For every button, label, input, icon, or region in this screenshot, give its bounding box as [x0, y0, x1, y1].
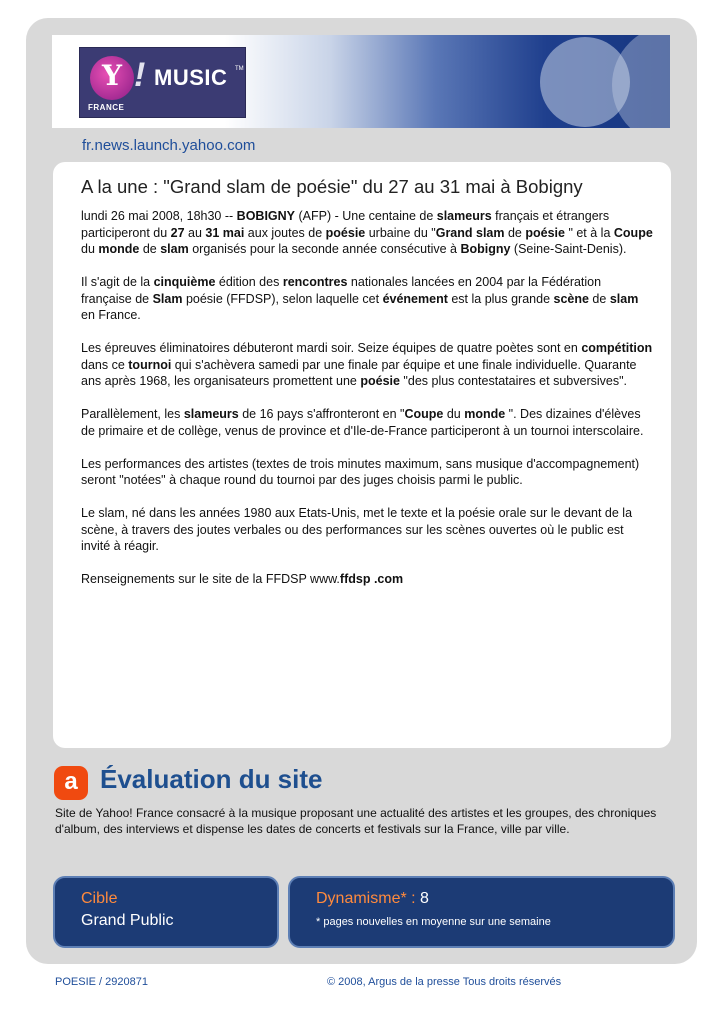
text-run: lundi 26 mai 2008, 18h30 -- [81, 209, 237, 223]
article-body [81, 208, 653, 604]
highlighted-keyword: ffdsp [339, 572, 371, 586]
text-run: du [443, 407, 465, 421]
logo-exclamation: ! [134, 56, 146, 94]
highlighted-keyword: poésie [360, 374, 400, 388]
article-paragraph [81, 505, 653, 555]
argus-logo-icon [54, 766, 88, 800]
highlighted-keyword: Bobigny [460, 242, 511, 256]
footer-copyright: © 2008, Argus de la presse Tous droits réservés [327, 976, 562, 988]
logo-y: Y [102, 59, 122, 92]
article-paragraph [81, 340, 653, 390]
text-run: qui s'achèvera samedi par une finale par équipe et une finale individuelle. Quarante ans après 1968, les organisateurs promettent une [81, 357, 637, 388]
highlighted-keyword: compétition [581, 341, 653, 355]
article-paragraph [81, 571, 653, 588]
text-run: de [139, 242, 161, 256]
article-title: A la une : "Grand slam de poésie" du 27 au 31 mai à Bobigny [81, 176, 583, 197]
text-run: au [184, 225, 206, 240]
article-paragraph [81, 406, 653, 439]
highlighted-keyword: monde [464, 407, 506, 421]
highlighted-keyword: 31 mai [205, 225, 245, 240]
article-paragraph [81, 208, 653, 258]
text-run: (Seine-Saint-Denis). [510, 242, 627, 256]
highlighted-keyword: slameurs [436, 209, 492, 223]
highlighted-keyword: .com [373, 572, 404, 586]
text-run: "des plus contestataires et subversives". [399, 374, 627, 388]
logo-country: FRANCE [88, 103, 125, 112]
highlighted-keyword: BOBIGNY [236, 209, 296, 223]
text-run: édition des [215, 275, 283, 289]
yahoo-music-france-logo [79, 47, 246, 118]
dynamisme-box [288, 876, 675, 948]
text-run: du [81, 242, 99, 256]
dynamisme-label: Dynamisme* : [316, 890, 416, 907]
article-paragraph [81, 274, 653, 324]
evaluation-description: Site de Yahoo! France consacré à la musique proposant une actualité des artistes et les groupes, des chroniques d'album, des interviews et dispense les dates de concerts et festivals sur la France, ville par ville. [55, 806, 657, 836]
highlighted-keyword: Grand slam [435, 225, 505, 240]
text-run: nationales lancées en 2004 par la Fédération française de [81, 275, 602, 306]
highlighted-keyword: événement [382, 291, 448, 306]
text-run: urbaine du " [365, 225, 436, 240]
highlighted-keyword: Coupe [613, 225, 653, 240]
text-run: de [504, 225, 526, 240]
highlighted-keyword: cinquième [153, 275, 216, 289]
highlighted-keyword: slam [609, 291, 639, 306]
text-run: (AFP) - Une centaine de [295, 209, 437, 223]
highlighted-keyword: Coupe [404, 407, 444, 421]
text-run: de 16 pays s'affronteront en " [238, 407, 405, 421]
highlighted-keyword: monde [98, 242, 140, 256]
text-run: français et étrangers participeront du [81, 209, 610, 240]
highlighted-keyword: Slam [152, 291, 183, 306]
text-run: Les performances des artistes (textes de trois minutes maximum, sans musique d'accompagnement) seront "notées" à chaque round du tournoi par des juges choisis parmi le public. [81, 456, 640, 487]
highlighted-keyword: slameurs [183, 407, 239, 421]
text-run: Parallèlement, les [81, 407, 184, 421]
cible-value: Grand Public [81, 912, 174, 929]
evaluation-title: Évaluation du site [100, 764, 323, 794]
text-run: en France. [81, 308, 141, 322]
source-url: fr.news.launch.yahoo.com [82, 137, 256, 154]
highlighted-keyword: rencontres [282, 275, 348, 289]
banner-decoration [540, 37, 630, 127]
footer-reference: POESIE / 2920871 [55, 976, 148, 988]
text-run: dans ce [81, 357, 129, 372]
text-run: organisés pour la seconde année consécutive à [188, 242, 461, 256]
text-run: " et à la [564, 225, 614, 240]
article-panel [53, 162, 671, 748]
headphone-icon [90, 56, 134, 100]
text-run: est la plus grande [447, 291, 554, 306]
dynamisme-heading [316, 890, 429, 908]
text-run: de [588, 291, 610, 306]
cible-box [53, 876, 279, 948]
highlighted-keyword: tournoi [128, 357, 172, 372]
dynamisme-note: * pages nouvelles en moyenne sur une semaine [316, 916, 551, 928]
text-run: Les épreuves éliminatoires débuteront mardi soir. Seize équipes de quatre poètes sont en [81, 341, 582, 355]
highlighted-keyword: slam [160, 242, 189, 256]
text-run: ". Des dizaines d'élèves de primaire et de collège, venus de province et d'Ile-de-France participeront à un tournoi interscolaire. [81, 407, 644, 438]
text-run: poésie (FFDSP), selon laquelle cet [182, 291, 383, 306]
text-run: Le slam, né dans les années 1980 aux Etats-Unis, met le texte et la poésie orale sur le devant de la scène, à travers des joutes verbales ou des performances sur les scènes ouvertes où le public est invité à réagir. [81, 506, 633, 553]
text-run: aux joutes de [244, 225, 326, 240]
highlighted-keyword: 27 [170, 225, 185, 240]
highlighted-keyword: scène [553, 291, 589, 306]
text-run: Renseignements sur le site de la FFDSP www. [81, 572, 340, 586]
highlighted-keyword: poésie [325, 225, 366, 240]
argus-logo-letter: a [64, 768, 78, 795]
highlighted-keyword: poésie [525, 225, 565, 240]
logo-trademark: TM [235, 66, 244, 72]
article-paragraph [81, 456, 653, 489]
cible-label: Cible [81, 890, 118, 907]
dynamisme-value: 8 [420, 890, 429, 907]
text-run: Il s'agit de la [81, 275, 154, 289]
logo-brand: MUSIC [154, 65, 228, 90]
